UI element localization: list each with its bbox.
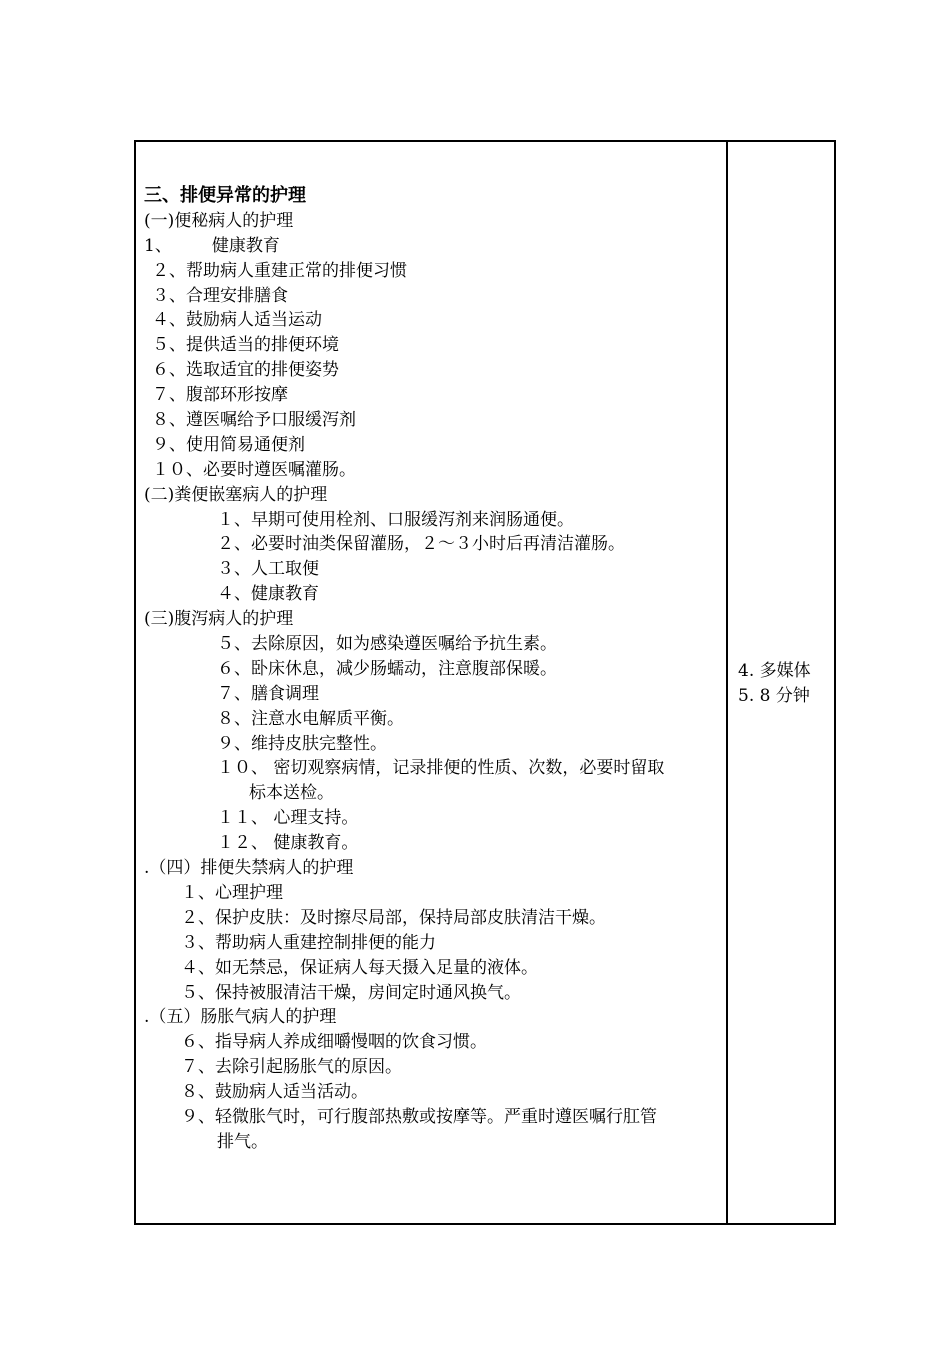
constipation-item-1 [144, 234, 722, 259]
section-heading: 三、排便异常的护理 [144, 185, 306, 206]
diarrhea-item-10: １０、 密切观察病情，记录排便的性质、次数，必要时留取 [217, 758, 665, 779]
time-allocation: 5. 8 分钟 [738, 686, 810, 706]
impaction-item: １、早期可使用栓剂、口服缓泻剂来润肠通便。 [217, 509, 574, 530]
item-text: 健康教育 [211, 235, 280, 256]
constipation-item: ７、腹部环形按摩 [152, 385, 288, 406]
flatulence-item: ８、鼓励病人适当活动。 [181, 1082, 368, 1103]
incontinence-item: ２、保护皮肤：及时擦尽局部，保持局部皮肤清洁干燥。 [181, 907, 606, 928]
constipation-item: ３、合理安排膳食 [152, 285, 288, 306]
diarrhea-item-10-continued: 标本送检。 [249, 783, 334, 804]
constipation-item: ９、使用简易通便剂 [152, 434, 305, 455]
flatulence-item: ７、去除引起肠胀气的原因。 [181, 1057, 402, 1078]
flatulence-item: ６、指导病人养成细嚼慢咽的饮食习惯。 [181, 1032, 487, 1053]
diarrhea-title: (三)腹泻病人的护理 [144, 609, 294, 630]
diarrhea-item-11: １１、 心理支持。 [217, 808, 359, 829]
incontinence-item: ５、保持被服清洁干燥，房间定时通风换气。 [181, 982, 521, 1003]
flatulence-item-9: ９、轻微胀气时，可行腹部热敷或按摩等。严重时遵医嘱行肛管 [181, 1106, 657, 1127]
diarrhea-item-12: １２、 健康教育。 [217, 833, 359, 854]
diarrhea-item: ８、注意水电解质平衡。 [217, 708, 404, 729]
constipation-item: ８、遵医嘱给予口服缓泻剂 [152, 410, 356, 431]
content-body [144, 184, 722, 1155]
item-number: 1、 [144, 235, 172, 256]
diarrhea-item: ９、维持皮肤完整性。 [217, 733, 387, 754]
impaction-item: ４、健康教育 [217, 584, 319, 605]
diarrhea-item: ７、膳食调理 [217, 683, 319, 704]
incontinence-item: ４、如无禁忌，保证病人每天摄入足量的液体。 [181, 957, 538, 978]
constipation-item: ５、提供适当的排便环境 [152, 335, 339, 356]
constipation-item: ４、鼓励病人适当运动 [152, 310, 322, 331]
incontinence-title: .（四）排便失禁病人的护理 [144, 858, 354, 879]
lesson-plan-table [134, 140, 836, 1225]
impaction-item: ２、必要时油类保留灌肠，２～３小时后再清洁灌肠。 [217, 534, 625, 555]
impaction-item: ３、人工取便 [217, 559, 319, 580]
constipation-item: １０、必要时遵医嘱灌肠。 [152, 459, 356, 480]
notes-body [738, 659, 811, 709]
notes-column [728, 142, 834, 1223]
flatulence-item-9-continued: 排气。 [217, 1131, 268, 1152]
flatulence-title: .（五）肠胀气病人的护理 [144, 1007, 337, 1028]
teaching-method: 4. 多媒体 [738, 661, 811, 681]
diarrhea-item: ６、卧床休息，减少肠蠕动，注意腹部保暖。 [217, 658, 557, 679]
incontinence-item: １、心理护理 [181, 882, 283, 903]
constipation-title: (一)便秘病人的护理 [144, 210, 294, 231]
incontinence-item: ３、帮助病人重建控制排便的能力 [181, 932, 436, 953]
diarrhea-item: ５、去除原因，如为感染遵医嘱给予抗生素。 [217, 634, 557, 655]
impaction-title: (二)粪便嵌塞病人的护理 [144, 484, 328, 505]
content-column [136, 142, 728, 1223]
constipation-item: ６、选取适宜的排便姿势 [152, 360, 339, 381]
constipation-item: ２、帮助病人重建正常的排便习惯 [152, 260, 407, 281]
